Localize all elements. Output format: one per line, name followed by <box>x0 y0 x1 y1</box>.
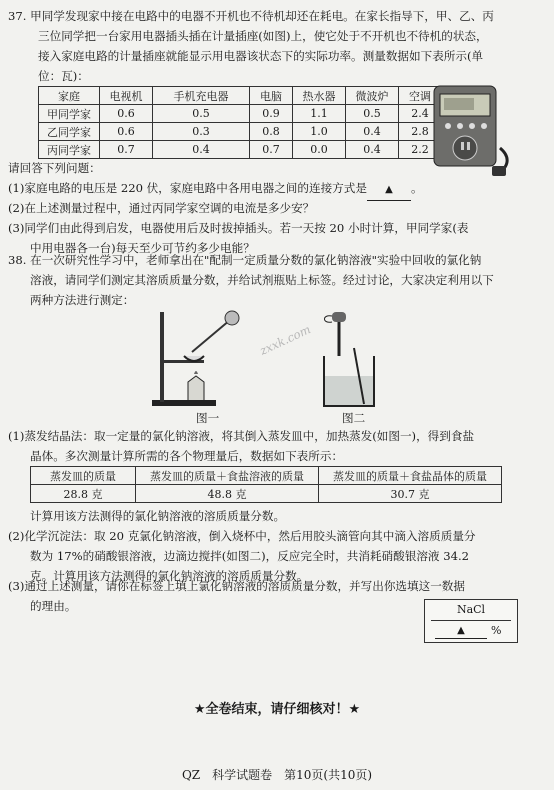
table-header: 手机充电器 <box>153 87 250 105</box>
q37-answer-prompt: 请回答下列问题： <box>8 161 101 175</box>
table-header: 空调 <box>399 87 442 105</box>
q37-sub1-text: (1)家庭电路的电压是 220 伏，家庭电路中各用电器之间的连接方式是 <box>8 181 367 195</box>
method-1-task: 计算用该方法测得的氯化钠溶液的溶质质量分数。 <box>30 509 286 523</box>
figure-2-caption: 图二 <box>342 411 366 425</box>
reagent-label <box>424 599 518 643</box>
table-cell: 0.0 <box>293 141 346 159</box>
table-header-row <box>31 467 502 485</box>
mass-table <box>30 466 502 503</box>
q37-sub1-end: 。 <box>410 181 423 195</box>
triangle-mark-icon: ▲ <box>457 625 465 636</box>
watermark: zxxk.com <box>257 322 313 358</box>
q37-line-3: 接入家庭电路的计量插座就能显示用电器该状态下的实际功率。测量数据如下表所示(单 <box>38 49 484 63</box>
method-3-line-1: (3)通过上述测量，请你在标签上填上氯化钠溶液的溶质质量分数，并写出你选填这一数据 <box>8 579 465 593</box>
table-header: 电脑 <box>250 87 293 105</box>
table-cell: 0.4 <box>346 123 399 141</box>
table-cell: 0.7 <box>250 141 293 159</box>
table-row <box>31 485 502 503</box>
method-2-line-1: (2)化学沉淀法：取 20 克氯化钠溶液，倒入烧杯中，然后用胶头滴管向其中滴入溶质质量分 <box>8 529 476 543</box>
label-percent-unit: % <box>491 624 502 637</box>
metering-socket-image <box>430 78 512 178</box>
table-cell: 0.8 <box>250 123 293 141</box>
q38-line-3: 两种方法进行测定： <box>30 293 135 307</box>
table-header: 蒸发皿的质量 <box>31 467 136 485</box>
evaporation-setup-image <box>148 304 248 408</box>
end-of-exam-notice: ★全卷结束，请仔细核对！★ <box>193 702 361 717</box>
table-cell: 28.8 克 <box>31 485 136 503</box>
table-cell: 1.0 <box>293 123 346 141</box>
figure-1-caption: 图一 <box>196 411 220 425</box>
table-header: 热水器 <box>293 87 346 105</box>
method-2-line-2: 数为 17%的硝酸银溶液，边滴边搅拌(如图二)，反应完全时，共消耗硝酸银溶液 34.2 <box>30 549 470 563</box>
page-footer: QZ 科学试题卷 第10页(共10页) <box>181 768 373 782</box>
table-header: 蒸发皿的质量＋食盐晶体的质量 <box>319 467 502 485</box>
q37-sub2: (2)在上述测量过程中，通过丙同学家空调的电流是多少安？ <box>8 201 315 215</box>
table-cell: 2.2 <box>399 141 442 159</box>
label-answer-blank[interactable] <box>435 624 487 639</box>
label-title: NaCl <box>456 603 486 616</box>
table-cell: 0.4 <box>153 141 250 159</box>
table-row <box>39 105 442 123</box>
q37-line-4: 位：瓦)： <box>38 69 89 83</box>
table-cell: 0.7 <box>100 141 153 159</box>
table-cell: 48.8 克 <box>136 485 319 503</box>
table-row <box>39 123 442 141</box>
beaker-dropper-image <box>318 312 384 410</box>
table-header: 电视机 <box>100 87 153 105</box>
table-cell: 0.4 <box>346 141 399 159</box>
table-cell: 0.6 <box>100 123 153 141</box>
power-table <box>38 86 442 159</box>
table-cell: 乙同学家 <box>39 123 100 141</box>
table-header: 微波炉 <box>346 87 399 105</box>
table-header: 蒸发皿的质量＋食盐溶液的质量 <box>136 467 319 485</box>
table-header: 家庭 <box>39 87 100 105</box>
q38-line-2: 溶液，请同学们测定其溶质质量分数，并给试剂瓶贴上标签。经过讨论，大家决定利用以下 <box>30 273 494 287</box>
method-1-line-2: 晶体。多次测量计算所需的各个物理量后，数据如下表所示： <box>30 449 344 463</box>
table-cell: 2.4 <box>399 105 442 123</box>
q37-sub3-line1: (3)同学们由此得到启发，电器使用后及时拔掉插头。若一天按 20 小时计算，甲同学家(表 <box>8 221 469 235</box>
table-cell: 0.6 <box>100 105 153 123</box>
method-1-line-1: (1)蒸发结晶法：取一定量的氯化钠溶液，将其倒入蒸发皿中，加热蒸发(如图一)，得到食盐 <box>8 429 475 443</box>
answer-blank[interactable] <box>367 178 411 201</box>
table-cell: 0.9 <box>250 105 293 123</box>
table-header-row <box>39 87 442 105</box>
table-cell: 0.5 <box>346 105 399 123</box>
q37-line-1: 37. 甲同学发现家中接在电路中的电器不开机也不待机却还在耗电。在家长指导下，甲、乙、丙 <box>8 9 494 23</box>
q38-line-1: 38. 在一次研究性学习中，老师拿出在"配制一定质量分数的氯化钠溶液"实验中回收的氯化钠 <box>8 253 482 267</box>
q37-sub3-line2: 中用电器各一台)每天至少可节约多少电能？ <box>30 241 255 255</box>
method-2-line-3: 克。计算用该方法测得的氯化钠溶液的溶质质量分数。 <box>30 569 309 583</box>
table-row <box>39 141 442 159</box>
table-cell: 甲同学家 <box>39 105 100 123</box>
table-cell: 0.3 <box>153 123 250 141</box>
table-cell: 1.1 <box>293 105 346 123</box>
table-cell: 0.5 <box>153 105 250 123</box>
table-cell: 30.7 克 <box>319 485 502 503</box>
method-3-line-2: 的理由。 <box>30 599 77 613</box>
q37-line-2: 三位同学把一台家用电器插头插在计量插座(如图)上，使它处于不开机也不待机的状态， <box>38 29 488 43</box>
table-cell: 丙同学家 <box>39 141 100 159</box>
triangle-mark-icon: ▲ <box>385 184 393 195</box>
table-cell: 2.8 <box>399 123 442 141</box>
label-divider <box>431 620 511 621</box>
